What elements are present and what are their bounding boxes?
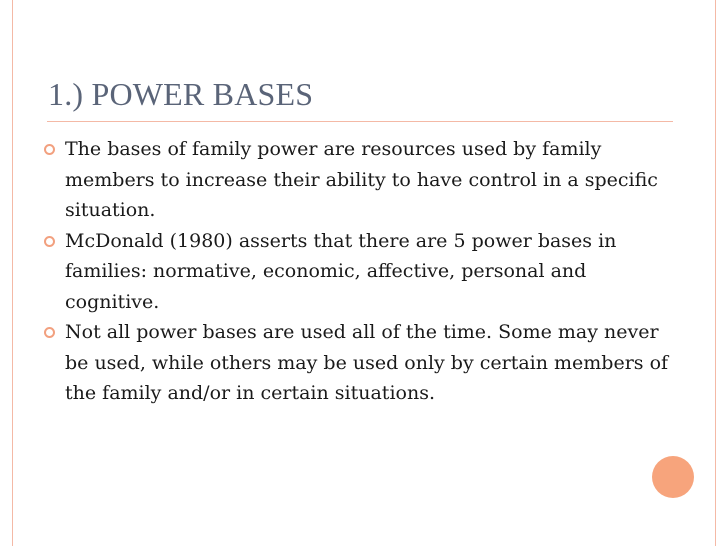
bullet-item bbox=[44, 226, 684, 318]
decorative-circle bbox=[652, 456, 694, 498]
bullet-list bbox=[44, 134, 684, 409]
bullet-text: McDonald (1980) asserts that there are 5 power bases in families: normative, economic, affective, personal and cognitive. bbox=[65, 229, 617, 313]
hollow-circle-icon bbox=[44, 144, 55, 155]
bullet-item bbox=[44, 134, 684, 226]
bullet-text: The bases of family power are resources used by family members to increase their ability to have control in a specific situation. bbox=[65, 138, 658, 221]
bullet-text: Not all power bases are used all of the time. Some may never be used, while others may be used only by certain members of the family and/or in certain situations. bbox=[65, 321, 669, 404]
hollow-circle-icon bbox=[44, 327, 55, 338]
slide-title: 1.) POWER BASES bbox=[48, 76, 314, 112]
bullet-item bbox=[44, 317, 684, 409]
hollow-circle-icon bbox=[44, 236, 55, 247]
title-divider bbox=[47, 121, 673, 122]
